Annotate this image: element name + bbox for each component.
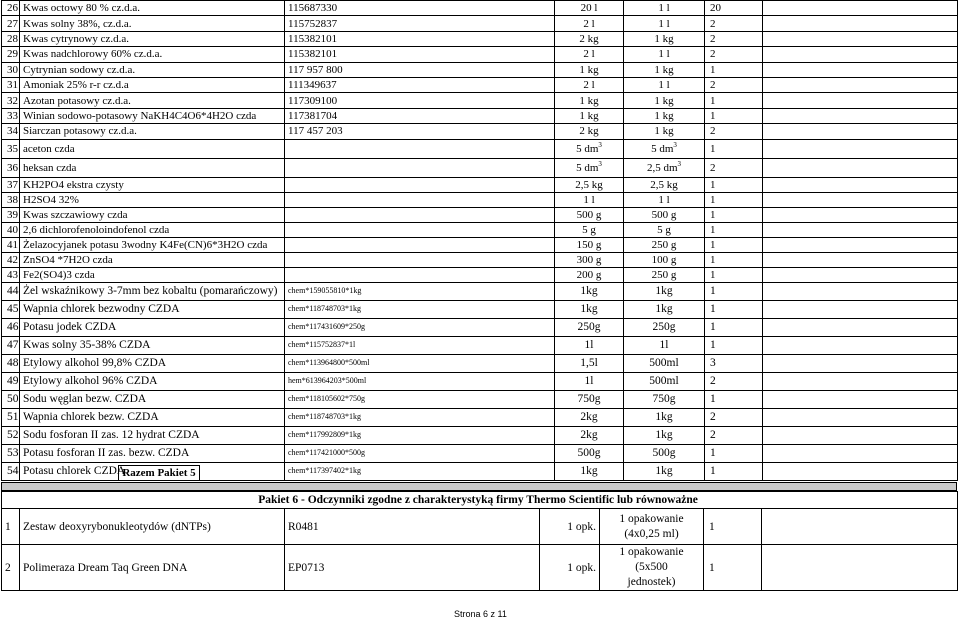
row-number: 45 xyxy=(2,300,20,318)
unit-quantity-value: 250 g xyxy=(651,238,677,251)
count: 2 xyxy=(705,16,763,31)
unit-quantity-value: 5 dm xyxy=(651,142,674,155)
item-name: Kwas solny 38%, cz.d.a. xyxy=(20,16,285,31)
catalog-number: 115752837 xyxy=(285,16,555,31)
package-size xyxy=(555,207,624,222)
package-size: 2 l xyxy=(555,16,624,31)
row-number: 43 xyxy=(2,267,20,282)
price-cell xyxy=(763,108,958,123)
package-size-value: 5 dm xyxy=(576,161,599,174)
page-footer: Strona 6 z 11 xyxy=(454,609,507,619)
count: 20 xyxy=(705,1,763,16)
row-number: 52 xyxy=(2,426,20,444)
package-size: 1l xyxy=(555,336,624,354)
item-name: heksan czda xyxy=(20,158,285,177)
item-name: Etylowy alkohol 99,8% CZDA xyxy=(20,354,285,372)
row-number: 35 xyxy=(2,139,20,158)
table-row xyxy=(2,124,958,139)
row-number: 29 xyxy=(2,47,20,62)
package-size: 1,5l xyxy=(555,354,624,372)
table-row xyxy=(2,62,958,77)
item-name: ZnSO4 *7H2O czda xyxy=(20,252,285,267)
catalog-number: 117309100 xyxy=(285,93,555,108)
table-row xyxy=(2,1,958,16)
row-number: 49 xyxy=(2,372,20,390)
row-number: 53 xyxy=(2,444,20,462)
row-number: 50 xyxy=(2,390,20,408)
row-number: 46 xyxy=(2,318,20,336)
table-row xyxy=(2,336,958,354)
item-name: aceton czda xyxy=(20,139,285,158)
price-cell xyxy=(763,192,958,207)
item-name: Sodu węglan bezw. CZDA xyxy=(20,390,285,408)
unit-exponent: 3 xyxy=(598,159,602,168)
table-row xyxy=(2,192,958,207)
price-cell xyxy=(763,444,958,462)
count: 2 xyxy=(705,77,763,92)
unit-quantity xyxy=(624,177,705,192)
catalog-number: 115687330 xyxy=(285,1,555,16)
unit-quantity xyxy=(624,192,705,207)
package-size: 2 kg xyxy=(555,124,624,139)
table-row xyxy=(2,177,958,192)
unit-exponent: 3 xyxy=(673,140,677,149)
item-name: 2,6 dichlorofenoloindofenol czda xyxy=(20,222,285,237)
row-number: 41 xyxy=(2,237,20,252)
catalog-number: R0481 xyxy=(285,509,540,545)
table-row xyxy=(2,77,958,92)
table-row xyxy=(2,300,958,318)
unit-quantity-value: 2,5 kg xyxy=(650,178,678,191)
package-size xyxy=(555,222,624,237)
table-row xyxy=(2,207,958,222)
package-size: 20 l xyxy=(555,1,624,16)
price-cell xyxy=(763,282,958,300)
price-cell xyxy=(763,252,958,267)
count: 2 xyxy=(705,124,763,139)
unit-quantity: 1 l xyxy=(624,47,705,62)
table-row xyxy=(2,282,958,300)
catalog-number: hem*613964203*500ml xyxy=(285,372,555,390)
price-cell xyxy=(763,462,958,480)
package-size-value: 5 dm xyxy=(576,142,599,155)
row-number: 27 xyxy=(2,16,20,31)
package-size-value: 200 g xyxy=(576,268,602,281)
catalog-number: chem*118748703*1kg xyxy=(285,300,555,318)
package-size xyxy=(555,237,624,252)
price-cell xyxy=(763,1,958,16)
count: 1 xyxy=(705,222,763,237)
unit-quantity: 500ml xyxy=(624,372,705,390)
table-row xyxy=(2,108,958,123)
catalog-number: 115382101 xyxy=(285,31,555,46)
table-row xyxy=(2,158,958,177)
package-size-value: 5 g xyxy=(582,223,596,236)
unit-quantity: 1l xyxy=(624,336,705,354)
row-number: 28 xyxy=(2,31,20,46)
table-row xyxy=(2,93,958,108)
price-cell xyxy=(763,408,958,426)
package-size: 750g xyxy=(555,390,624,408)
unit-quantity-value: 2,5 dm xyxy=(646,161,678,174)
unit-quantity-line: 1 opakowanie xyxy=(619,546,684,558)
item-name: Potasu jodek CZDA xyxy=(20,318,285,336)
count: 1 xyxy=(705,267,763,282)
unit-exponent: 3 xyxy=(598,140,602,149)
catalog-number: 117 457 203 xyxy=(285,124,555,139)
row-number: 37 xyxy=(2,177,20,192)
item-name: Amoniak 25% r-r cz.d.a xyxy=(20,77,285,92)
row-number: 39 xyxy=(2,207,20,222)
price-cell xyxy=(763,62,958,77)
unit-quantity: 1kg xyxy=(624,282,705,300)
table-row xyxy=(2,354,958,372)
item-name: Kwas szczawiowy czda xyxy=(20,207,285,222)
count: 1 xyxy=(705,318,763,336)
catalog-number: 115382101 xyxy=(285,47,555,62)
item-name: Wapnia chlorek bezw. CZDA xyxy=(20,408,285,426)
unit-quantity xyxy=(624,252,705,267)
price-cell xyxy=(763,354,958,372)
table-row xyxy=(2,47,958,62)
item-name: H2SO4 32% xyxy=(20,192,285,207)
price-cell xyxy=(763,267,958,282)
row-number: 26 xyxy=(2,1,20,16)
table-row xyxy=(2,222,958,237)
unit-quantity-value: 5 g xyxy=(657,223,671,236)
package-size: 250g xyxy=(555,318,624,336)
count: 1 xyxy=(704,545,762,591)
price-cell xyxy=(763,300,958,318)
unit-quantity: 1 kg xyxy=(624,124,705,139)
package-size xyxy=(555,158,624,177)
catalog-number xyxy=(285,158,555,177)
unit-quantity xyxy=(624,267,705,282)
item-name: Winian sodowo-potasowy NaKH4C4O6*4H2O czda xyxy=(20,108,285,123)
catalog-number: 117381704 xyxy=(285,108,555,123)
count: 2 xyxy=(705,158,763,177)
unit-quantity xyxy=(600,545,704,591)
count: 1 xyxy=(705,177,763,192)
catalog-number xyxy=(285,139,555,158)
price-cell xyxy=(763,336,958,354)
count: 1 xyxy=(705,282,763,300)
unit-quantity-value: 500 g xyxy=(651,208,677,221)
package-size xyxy=(555,139,624,158)
table-row xyxy=(2,545,958,591)
unit-quantity xyxy=(624,222,705,237)
catalog-number: 117 957 800 xyxy=(285,62,555,77)
item-name: Żel wskaźnikowy 3-7mm bez kobaltu (pomarańczowy) xyxy=(20,282,285,300)
razem-pakiet-label: Razem Pakiet 5 xyxy=(118,465,200,481)
pakiet6-title: Pakiet 6 - Odczynniki zgodne z charakterystyką firmy Thermo Scientific lub równoważne xyxy=(2,492,958,509)
count: 1 xyxy=(705,336,763,354)
price-cell xyxy=(763,222,958,237)
table-row xyxy=(2,444,958,462)
count: 1 xyxy=(705,237,763,252)
item-name: Kwas cytrynowy cz.d.a. xyxy=(20,31,285,46)
package-size xyxy=(555,177,624,192)
package-size: 2 kg xyxy=(555,31,624,46)
catalog-number: chem*118105602*750g xyxy=(285,390,555,408)
package-size: 1 kg xyxy=(555,62,624,77)
catalog-number: chem*117421000*500g xyxy=(285,444,555,462)
unit-quantity: 1 l xyxy=(624,77,705,92)
count: 1 xyxy=(705,207,763,222)
price-cell xyxy=(762,545,958,591)
package-size xyxy=(555,267,624,282)
pakiet6-table xyxy=(1,491,958,591)
catalog-number: chem*117397402*1kg xyxy=(285,462,555,480)
unit-quantity: 500ml xyxy=(624,354,705,372)
price-cell xyxy=(763,158,958,177)
package-size: 2 l xyxy=(555,47,624,62)
table-row xyxy=(2,408,958,426)
count: 1 xyxy=(705,139,763,158)
unit-quantity-line: (5x500 xyxy=(635,561,668,573)
price-cell xyxy=(763,390,958,408)
catalog-number: chem*115752837*1l xyxy=(285,336,555,354)
unit-quantity-line: jednostek) xyxy=(627,576,676,588)
package-size xyxy=(555,252,624,267)
price-cell xyxy=(763,139,958,158)
unit-exponent: 3 xyxy=(677,159,682,168)
row-number: 38 xyxy=(2,192,20,207)
count: 2 xyxy=(705,426,763,444)
package-size: 2kg xyxy=(555,408,624,426)
price-cell xyxy=(763,47,958,62)
price-cell xyxy=(763,93,958,108)
unit-quantity-value: 100 g xyxy=(651,253,677,266)
row-number: 40 xyxy=(2,222,20,237)
package-size: 1kg xyxy=(555,462,624,480)
row-number: 48 xyxy=(2,354,20,372)
catalog-number: EP0713 xyxy=(285,545,540,591)
unit-quantity: 1 l xyxy=(624,1,705,16)
unit-quantity xyxy=(624,158,705,177)
catalog-number: chem*117431609*250g xyxy=(285,318,555,336)
catalog-number xyxy=(285,252,555,267)
table-row xyxy=(2,31,958,46)
package-size: 1kg xyxy=(555,282,624,300)
package-size: 2kg xyxy=(555,426,624,444)
package-size-value: 150 g xyxy=(576,238,602,251)
price-cell xyxy=(762,509,958,545)
catalog-number xyxy=(285,192,555,207)
count: 2 xyxy=(705,408,763,426)
unit-quantity: 1 kg xyxy=(624,93,705,108)
item-name: Kwas nadchlorowy 60% cz.d.a. xyxy=(20,47,285,62)
unit-quantity-value: 250 g xyxy=(651,268,677,281)
count: 3 xyxy=(705,354,763,372)
item-name: Polimeraza Dream Taq Green DNA xyxy=(20,545,285,591)
row-number: 30 xyxy=(2,62,20,77)
row-number: 33 xyxy=(2,108,20,123)
row-number: 42 xyxy=(2,252,20,267)
item-name: Siarczan potasowy cz.d.a. xyxy=(20,124,285,139)
unit-quantity xyxy=(600,509,704,545)
count: 1 xyxy=(705,390,763,408)
table-row xyxy=(2,390,958,408)
package-size-value: 500 g xyxy=(576,208,602,221)
unit-quantity: 250g xyxy=(624,318,705,336)
table-row xyxy=(2,237,958,252)
package-size: 1 opk. xyxy=(540,509,600,545)
package-size-value: 300 g xyxy=(576,253,602,266)
price-cell xyxy=(763,177,958,192)
catalog-number: chem*113964800*500ml xyxy=(285,354,555,372)
unit-quantity: 1kg xyxy=(624,426,705,444)
count: 1 xyxy=(705,108,763,123)
unit-quantity xyxy=(624,139,705,158)
package-size: 2 l xyxy=(555,77,624,92)
package-size: 500g xyxy=(555,444,624,462)
catalog-number: chem*118748703*1kg xyxy=(285,408,555,426)
unit-quantity: 1kg xyxy=(624,408,705,426)
count: 1 xyxy=(705,93,763,108)
price-cell xyxy=(763,16,958,31)
item-name: Potasu chlorek CZDA xyxy=(20,462,285,480)
count: 1 xyxy=(705,252,763,267)
table-row xyxy=(2,372,958,390)
item-name: Kwas octowy 80 % cz.d.a. xyxy=(20,1,285,16)
price-cell xyxy=(763,124,958,139)
row-number: 54 xyxy=(2,462,20,480)
count: 1 xyxy=(705,300,763,318)
table-row xyxy=(2,509,958,545)
table-row xyxy=(2,139,958,158)
catalog-number xyxy=(285,177,555,192)
count: 1 xyxy=(705,444,763,462)
unit-quantity-value: 1 l xyxy=(658,193,670,206)
package-size-value: 1 l xyxy=(583,193,595,206)
count: 1 xyxy=(704,509,762,545)
table-row xyxy=(2,426,958,444)
package-size: 1 kg xyxy=(555,93,624,108)
row-number: 2 xyxy=(2,545,20,591)
package-size xyxy=(555,192,624,207)
count: 2 xyxy=(705,47,763,62)
table-row xyxy=(2,318,958,336)
item-name: Wapnia chlorek bezwodny CZDA xyxy=(20,300,285,318)
price-cell xyxy=(763,77,958,92)
row-number: 34 xyxy=(2,124,20,139)
section-divider xyxy=(1,482,957,491)
price-cell xyxy=(763,318,958,336)
item-name: Potasu fosforan II zas. bezw. CZDA xyxy=(20,444,285,462)
unit-quantity: 1kg xyxy=(624,462,705,480)
price-cell xyxy=(763,207,958,222)
count: 1 xyxy=(705,192,763,207)
row-number: 44 xyxy=(2,282,20,300)
catalog-number xyxy=(285,207,555,222)
item-name: Żelazocyjanek potasu 3wodny K4Fe(CN)6*3H2O czda xyxy=(20,237,285,252)
unit-quantity-line: (4x0,25 ml) xyxy=(624,527,679,540)
count: 2 xyxy=(705,31,763,46)
price-cell xyxy=(763,372,958,390)
package-size: 1 kg xyxy=(555,108,624,123)
item-name: Cytrynian sodowy cz.d.a. xyxy=(20,62,285,77)
count: 1 xyxy=(705,62,763,77)
package-size: 1kg xyxy=(555,300,624,318)
catalog-number xyxy=(285,267,555,282)
price-cell xyxy=(763,426,958,444)
catalog-number xyxy=(285,222,555,237)
catalog-number: chem*117992809*1kg xyxy=(285,426,555,444)
unit-quantity: 1 kg xyxy=(624,31,705,46)
unit-quantity xyxy=(624,237,705,252)
unit-quantity xyxy=(624,207,705,222)
items-table xyxy=(1,0,958,481)
table-row xyxy=(2,16,958,31)
unit-quantity-line: 1 opakowanie xyxy=(619,512,684,525)
item-name: Sodu fosforan II zas. 12 hydrat CZDA xyxy=(20,426,285,444)
table-row xyxy=(2,252,958,267)
item-name: Kwas solny 35-38% CZDA xyxy=(20,336,285,354)
row-number: 51 xyxy=(2,408,20,426)
item-name: KH2PO4 ekstra czysty xyxy=(20,177,285,192)
price-cell xyxy=(763,31,958,46)
count: 1 xyxy=(705,462,763,480)
package-size: 1l xyxy=(555,372,624,390)
item-name: Etylowy alkohol 96% CZDA xyxy=(20,372,285,390)
catalog-number: 111349637 xyxy=(285,77,555,92)
row-number: 1 xyxy=(2,509,20,545)
item-name: Azotan potasowy cz.d.a. xyxy=(20,93,285,108)
row-number: 32 xyxy=(2,93,20,108)
count: 2 xyxy=(705,372,763,390)
row-number: 47 xyxy=(2,336,20,354)
item-name: Zestaw deoxyrybonukleotydów (dNTPs) xyxy=(20,509,285,545)
unit-quantity: 750g xyxy=(624,390,705,408)
package-size-value: 2,5 kg xyxy=(575,178,603,191)
package-size: 1 opk. xyxy=(540,545,600,591)
unit-quantity: 500g xyxy=(624,444,705,462)
catalog-number: chem*159055810*1kg xyxy=(285,282,555,300)
item-name: Fe2(SO4)3 czda xyxy=(20,267,285,282)
unit-quantity: 1kg xyxy=(624,300,705,318)
row-number: 31 xyxy=(2,77,20,92)
unit-quantity: 1 kg xyxy=(624,62,705,77)
table-row xyxy=(2,267,958,282)
price-cell xyxy=(763,237,958,252)
unit-quantity: 1 l xyxy=(624,16,705,31)
unit-quantity: 1 kg xyxy=(624,108,705,123)
catalog-number xyxy=(285,237,555,252)
row-number: 36 xyxy=(2,158,20,177)
